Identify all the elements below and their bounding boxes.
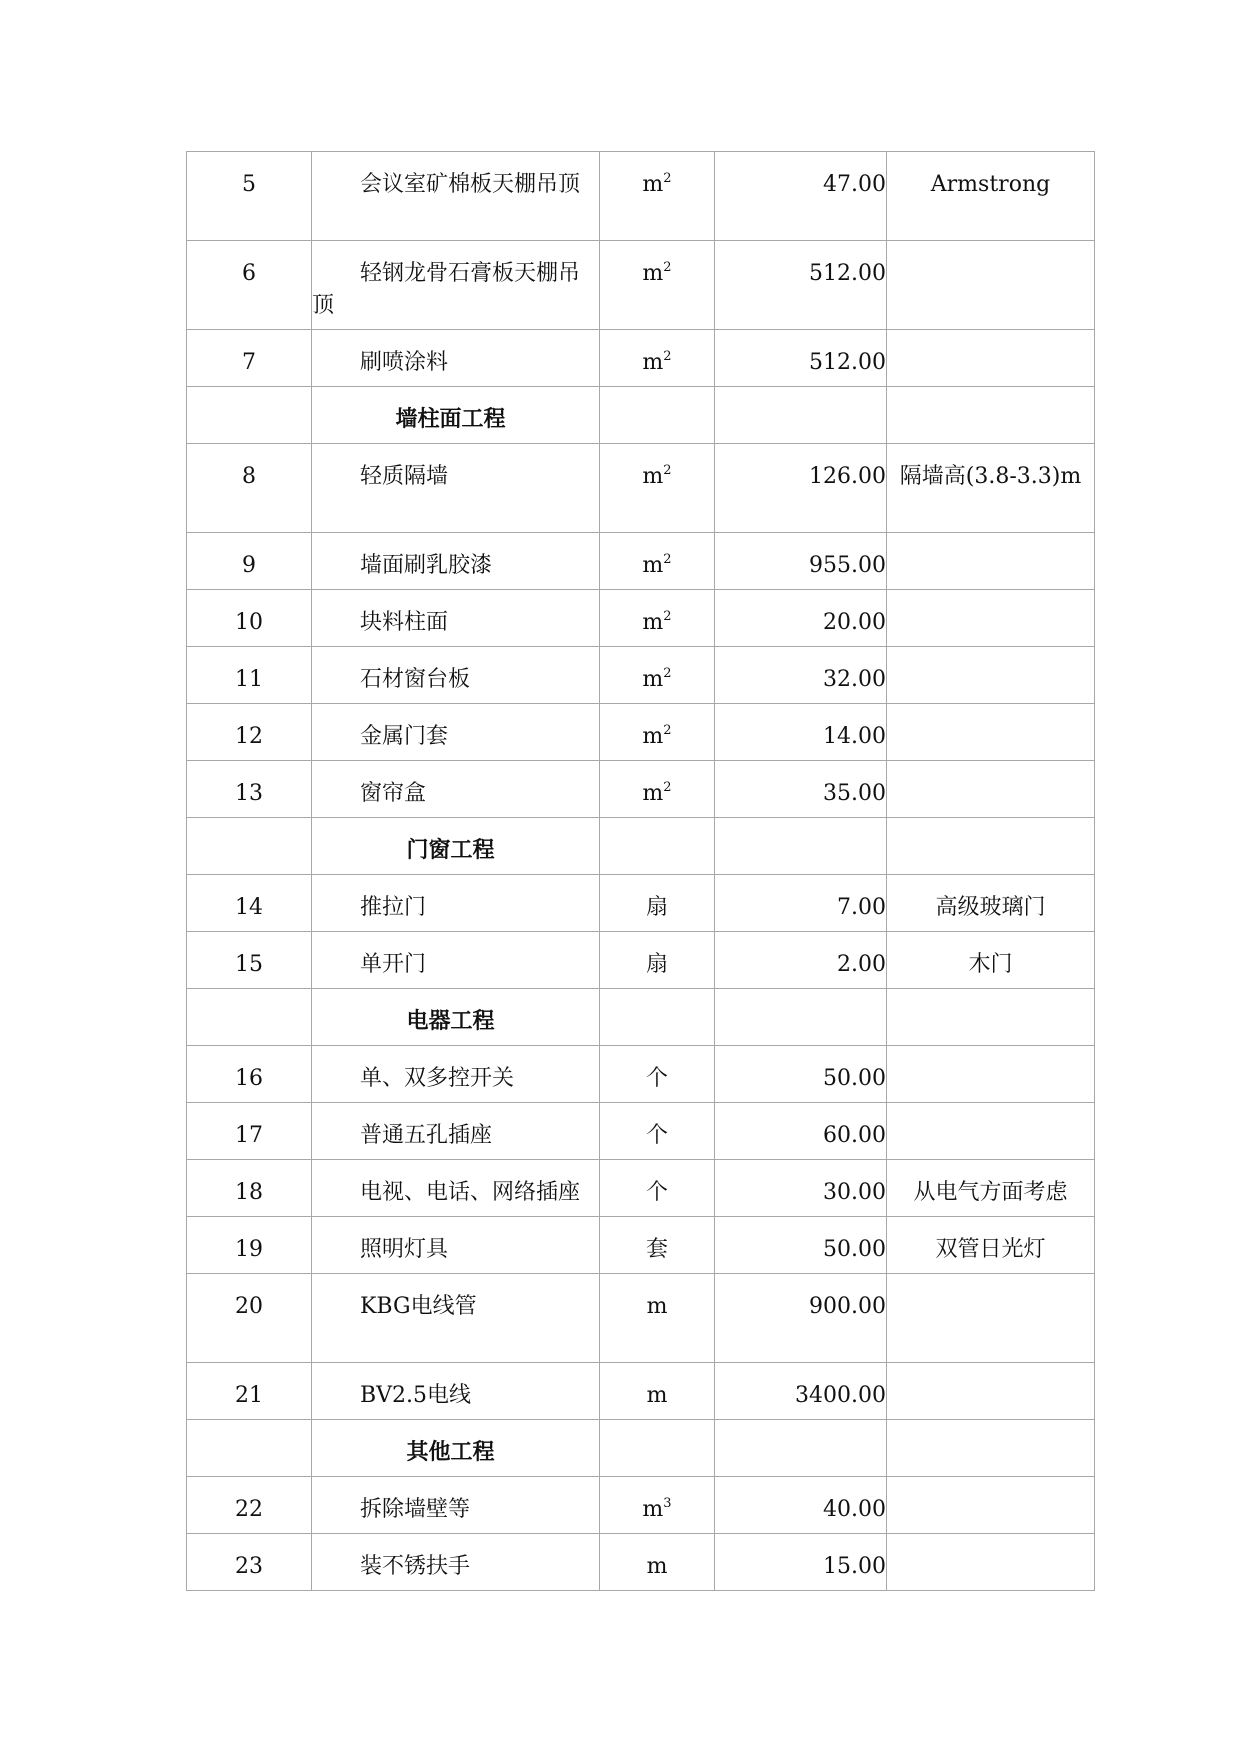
item-number-cell: 20 (187, 1274, 312, 1363)
unit-text: 套 (645, 1237, 668, 1262)
unit-text: m (642, 553, 664, 578)
unit-cell (600, 1046, 715, 1103)
unit-exponent: 2 (663, 260, 672, 275)
empty-cell (187, 989, 312, 1046)
unit-exponent: 2 (663, 723, 672, 738)
unit-text: m (642, 667, 664, 692)
item-name: 块料柱面 (360, 610, 449, 635)
note-cell (887, 241, 1095, 330)
quantity-cell: 126.00 (715, 444, 887, 533)
unit-cell (600, 1217, 715, 1274)
table-row (187, 444, 1095, 533)
unit-exponent: 2 (663, 349, 672, 364)
table-row (187, 1477, 1095, 1534)
table-row (187, 241, 1095, 330)
item-name: 刷喷涂料 (360, 350, 449, 375)
quantity-cell: 40.00 (715, 1477, 887, 1534)
quantity-cell: 47.00 (715, 152, 887, 241)
table-row (187, 152, 1095, 241)
section-title: 其他工程 (406, 1440, 495, 1465)
note-cell (887, 1363, 1095, 1420)
quantity-cell: 512.00 (715, 241, 887, 330)
item-name: 拆除墙壁等 (360, 1497, 471, 1522)
section-title-cell (312, 387, 600, 444)
quantity-cell: 7.00 (715, 875, 887, 932)
section-title: 电器工程 (406, 1009, 495, 1034)
unit-cell (600, 1363, 715, 1420)
item-number-cell: 8 (187, 444, 312, 533)
table-row (187, 875, 1095, 932)
unit-text: m (642, 172, 664, 197)
empty-cell (187, 387, 312, 444)
item-name-cell (312, 241, 600, 330)
table-row (187, 1160, 1095, 1217)
unit-cell (600, 152, 715, 241)
unit-exponent: 2 (663, 463, 672, 478)
item-number-cell: 9 (187, 533, 312, 590)
unit-cell (600, 1103, 715, 1160)
item-name: BV2.5电线 (360, 1383, 472, 1408)
unit-text: m (642, 464, 664, 489)
item-name-cell (312, 704, 600, 761)
note-cell (887, 1046, 1095, 1103)
table-row (187, 704, 1095, 761)
item-name: 照明灯具 (360, 1237, 449, 1262)
table-row (187, 1363, 1095, 1420)
empty-cell (600, 989, 715, 1046)
item-name-cell (312, 1534, 600, 1591)
unit-text: 扇 (645, 952, 668, 977)
empty-cell (887, 818, 1095, 875)
note-cell (887, 647, 1095, 704)
quantity-cell: 955.00 (715, 533, 887, 590)
item-name-cell (312, 1046, 600, 1103)
empty-cell (600, 818, 715, 875)
table-row (187, 1217, 1095, 1274)
item-number-cell: 18 (187, 1160, 312, 1217)
unit-cell (600, 761, 715, 818)
item-name-cell (312, 1363, 600, 1420)
note-cell: 木门 (887, 932, 1095, 989)
item-number-cell: 16 (187, 1046, 312, 1103)
item-name-cell (312, 444, 600, 533)
note-cell (887, 330, 1095, 387)
unit-exponent: 2 (663, 780, 672, 795)
note-cell (887, 533, 1095, 590)
unit-cell (600, 932, 715, 989)
table-body (187, 152, 1095, 1591)
quantity-cell: 512.00 (715, 330, 887, 387)
item-number-cell: 12 (187, 704, 312, 761)
unit-text: m (642, 350, 664, 375)
note-cell (887, 1534, 1095, 1591)
table-row (187, 761, 1095, 818)
quantity-cell: 15.00 (715, 1534, 887, 1591)
table-row (187, 330, 1095, 387)
section-header-row (187, 818, 1095, 875)
item-name: 轻质隔墙 (360, 464, 449, 489)
unit-cell (600, 241, 715, 330)
quantity-cell: 32.00 (715, 647, 887, 704)
item-name: 墙面刷乳胶漆 (360, 553, 493, 578)
empty-cell (887, 989, 1095, 1046)
note-cell: 隔墙高(3.8-3.3)m (887, 444, 1095, 533)
unit-text: m (642, 724, 664, 749)
section-header-row (187, 989, 1095, 1046)
unit-text: m (642, 610, 664, 635)
item-number-cell: 23 (187, 1534, 312, 1591)
section-title: 门窗工程 (406, 838, 495, 863)
note-cell (887, 1477, 1095, 1534)
item-name: 金属门套 (360, 724, 449, 749)
unit-cell (600, 1160, 715, 1217)
table-row (187, 647, 1095, 704)
section-title-cell (312, 1420, 600, 1477)
section-title: 墙柱面工程 (395, 407, 506, 432)
table-row (187, 533, 1095, 590)
unit-exponent: 2 (663, 666, 672, 681)
item-name-cell (312, 1160, 600, 1217)
note-cell (887, 1274, 1095, 1363)
item-name: 普通五孔插座 (360, 1123, 493, 1148)
empty-cell (187, 1420, 312, 1477)
note-cell: Armstrong (887, 152, 1095, 241)
unit-cell (600, 1274, 715, 1363)
section-header-row (187, 1420, 1095, 1477)
item-number-cell: 13 (187, 761, 312, 818)
item-number-cell: 14 (187, 875, 312, 932)
table-row (187, 1103, 1095, 1160)
item-number-cell: 21 (187, 1363, 312, 1420)
item-name-cell (312, 330, 600, 387)
note-cell (887, 761, 1095, 818)
quantity-cell: 3400.00 (715, 1363, 887, 1420)
item-name: 推拉门 (360, 895, 427, 920)
table-row (187, 1274, 1095, 1363)
quantity-cell: 50.00 (715, 1046, 887, 1103)
section-title-cell (312, 989, 600, 1046)
unit-cell (600, 647, 715, 704)
quantity-cell: 2.00 (715, 932, 887, 989)
item-name-cell (312, 875, 600, 932)
item-number-cell: 11 (187, 647, 312, 704)
item-number-cell: 15 (187, 932, 312, 989)
empty-cell (715, 818, 887, 875)
item-name: 轻钢龙骨石膏板天棚吊顶 (312, 261, 581, 318)
item-name: 窗帘盒 (360, 781, 427, 806)
quantity-cell: 50.00 (715, 1217, 887, 1274)
note-cell: 高级玻璃门 (887, 875, 1095, 932)
empty-cell (187, 818, 312, 875)
item-number-cell: 6 (187, 241, 312, 330)
empty-cell (887, 1420, 1095, 1477)
unit-cell (600, 1477, 715, 1534)
unit-exponent: 2 (663, 609, 672, 624)
item-name-cell (312, 533, 600, 590)
item-name: 电视、电话、网络插座 (360, 1180, 581, 1205)
unit-text: 个 (645, 1066, 668, 1091)
item-name-cell (312, 1103, 600, 1160)
unit-cell (600, 444, 715, 533)
unit-text: m (646, 1554, 668, 1579)
unit-cell (600, 875, 715, 932)
unit-cell (600, 330, 715, 387)
item-number-cell: 19 (187, 1217, 312, 1274)
item-name: 单开门 (360, 952, 427, 977)
note-cell: 双管日光灯 (887, 1217, 1095, 1274)
empty-cell (600, 1420, 715, 1477)
unit-text: 个 (645, 1123, 668, 1148)
quantity-cell: 30.00 (715, 1160, 887, 1217)
empty-cell (715, 1420, 887, 1477)
unit-text: 扇 (645, 895, 668, 920)
quantity-cell: 35.00 (715, 761, 887, 818)
empty-cell (887, 387, 1095, 444)
item-number-cell: 17 (187, 1103, 312, 1160)
note-cell: 从电气方面考虑 (887, 1160, 1095, 1217)
item-name-cell (312, 152, 600, 241)
item-name-cell (312, 1217, 600, 1274)
empty-cell (715, 989, 887, 1046)
item-name-cell (312, 1274, 600, 1363)
note-cell (887, 1103, 1095, 1160)
unit-cell (600, 1534, 715, 1591)
unit-text: m (642, 1497, 664, 1522)
quantity-table (186, 151, 1095, 1591)
item-name: KBG电线管 (360, 1294, 477, 1319)
table-row (187, 932, 1095, 989)
item-name: 石材窗台板 (360, 667, 471, 692)
unit-text: 个 (645, 1180, 668, 1205)
unit-cell (600, 704, 715, 761)
note-cell (887, 704, 1095, 761)
item-name-cell (312, 1477, 600, 1534)
section-title-cell (312, 818, 600, 875)
section-header-row (187, 387, 1095, 444)
empty-cell (600, 387, 715, 444)
item-name-cell (312, 590, 600, 647)
item-name-cell (312, 932, 600, 989)
note-cell (887, 590, 1095, 647)
table-row (187, 1534, 1095, 1591)
item-name: 单、双多控开关 (360, 1066, 515, 1091)
unit-text: m (646, 1383, 668, 1408)
item-number-cell: 22 (187, 1477, 312, 1534)
unit-exponent: 3 (663, 1496, 672, 1511)
item-name-cell (312, 761, 600, 818)
unit-text: m (646, 1294, 668, 1319)
item-name-cell (312, 647, 600, 704)
unit-cell (600, 533, 715, 590)
item-number-cell: 5 (187, 152, 312, 241)
item-name: 会议室矿棉板天棚吊顶 (360, 172, 581, 197)
quantity-cell: 900.00 (715, 1274, 887, 1363)
quantity-cell: 20.00 (715, 590, 887, 647)
item-name: 装不锈扶手 (360, 1554, 471, 1579)
item-number-cell: 7 (187, 330, 312, 387)
unit-text: m (642, 781, 664, 806)
unit-exponent: 2 (663, 552, 672, 567)
table-row (187, 1046, 1095, 1103)
quantity-cell: 14.00 (715, 704, 887, 761)
item-number-cell: 10 (187, 590, 312, 647)
table-row (187, 590, 1095, 647)
unit-cell (600, 590, 715, 647)
quantity-cell: 60.00 (715, 1103, 887, 1160)
unit-text: m (642, 261, 664, 286)
empty-cell (715, 387, 887, 444)
unit-exponent: 2 (663, 171, 672, 186)
